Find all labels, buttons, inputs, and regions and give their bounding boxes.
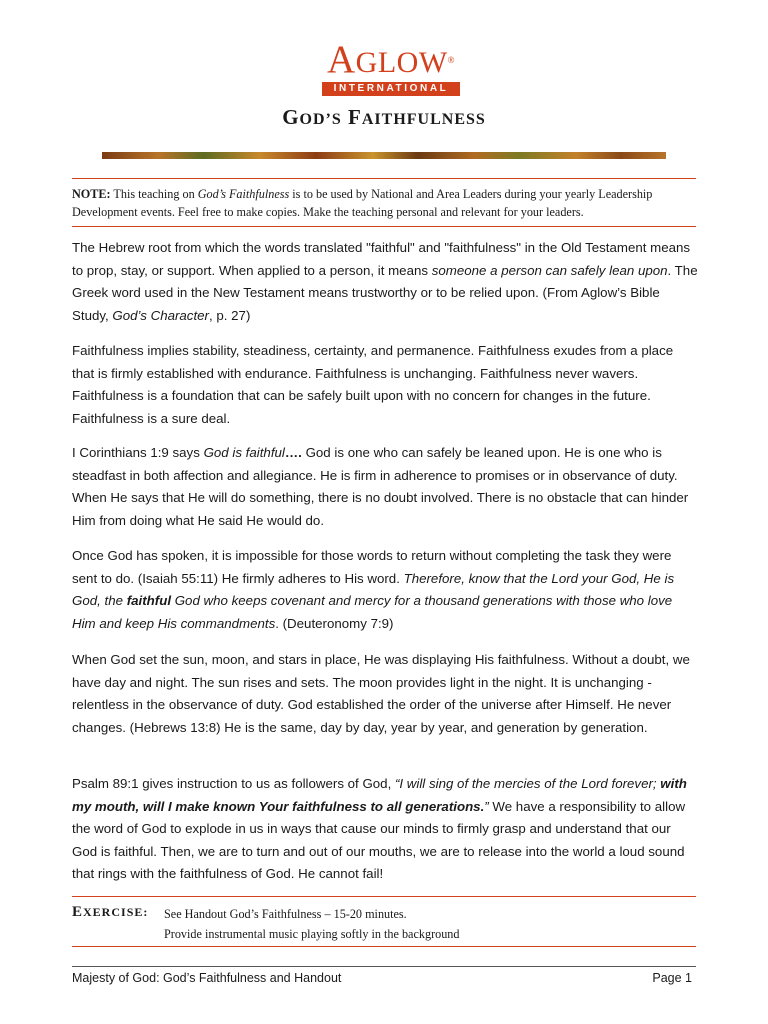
logo-subtitle-bar: INTERNATIONAL — [322, 82, 460, 96]
p1-text-1: The Hebrew root from which the words translated "faithful" and "faithfulness" in the Old Testament means to prop, stay, or support. When applied to a person, it means — [72, 240, 691, 278]
logo-wordmark — [320, 38, 462, 85]
title-small-s: ’S — [325, 111, 342, 128]
registered-mark: ® — [447, 55, 455, 65]
paragraph-once-god-has-spoken — [72, 545, 698, 635]
p4-bold-faithful: faithful — [126, 593, 172, 608]
logo-letters-glow: GLOW — [355, 46, 448, 79]
note-top-rule — [72, 178, 696, 179]
paragraph-sun-moon-stars — [72, 649, 698, 739]
note-text-italic: God’s Faithfulness — [197, 187, 290, 201]
paragraph-psalm — [72, 773, 698, 886]
p6-text-1: Psalm 89:1 gives instruction to us as followers of God, — [72, 776, 395, 791]
paragraph-hebrew-root — [72, 237, 698, 327]
exercise-cap-e: E — [72, 904, 84, 920]
p3-italic: God is faithful — [203, 445, 285, 460]
p3-ellipsis: …. — [284, 445, 302, 460]
exercise-bottom-rule — [72, 946, 696, 947]
p6-italic-1: “I will sing of the mercies of the Lord forever; — [394, 776, 661, 791]
p1-italic-1: someone a person can safely lean upon — [431, 262, 668, 278]
p3-text-1: I Corinthians 1:9 says — [72, 445, 204, 460]
exercise-small-caps: XERCISE: — [83, 905, 149, 919]
title-small-od: OD — [299, 111, 326, 128]
aglow-logo — [320, 38, 462, 96]
title-cap-f: F — [348, 105, 362, 129]
exercise-line-2: Provide instrumental music playing softly in the background — [164, 927, 460, 941]
paragraph-corinthians — [72, 442, 698, 532]
p3-text-2: God is one who can safely be leaned upon. He is one who is steadfast in both affection and allegiance. He is firm in adherence to promises or in observance of duty. When He says that He will do something, there is no doubt involved. There is no obstacle that can hinder Him from doing what He said He would do. — [72, 445, 689, 528]
note-label: NOTE: — [72, 187, 111, 201]
note-bottom-rule — [72, 226, 696, 227]
p1-text-2: . The Greek word used in the New Testament means trustworthy or to be relied upon. (From Aglow’s Bible Study, — [72, 262, 698, 323]
exercise-heading — [72, 904, 148, 921]
p2-text: Faithfulness implies stability, steadiness, certainty, and permanence. Faithfulness exudes from a place that is firmly established with endurance. Faithfulness is unchanging. Faithfulness never wavers. Faithfulness is a foundation that can be safely built upon with no concern for changes in the future. Faithfulness is a sure deal. — [72, 343, 674, 426]
exercise-line-1: See Handout God’s Faithfulness – 15-20 minutes. — [164, 907, 407, 921]
p1-italic-2: God’s Character — [112, 307, 209, 323]
decorative-ornament-bar — [102, 152, 666, 159]
footer-document-title: Majesty of God: God’s Faithfulness and Handout — [72, 971, 342, 985]
title-cap-g: G — [282, 105, 300, 129]
page-title — [0, 104, 768, 133]
footer-page-number: Page 1 — [652, 971, 692, 985]
p4-italic-1: Therefore, know that the Lord your God, He is God, the — [72, 570, 675, 608]
exercise-top-rule — [72, 896, 696, 897]
p4-text-2: . (Deuteronomy 7:9) — [275, 615, 394, 631]
p6-italic-quote: ” — [484, 798, 489, 814]
p4-text-1: Once God has spoken, it is impossible for those words to return without completing the task they were sent to do. (Isaiah 55:11) He firmly adheres to His word. — [72, 548, 672, 586]
p6-bold-italic: with my mouth, will I make known Your faithfulness to all generations. — [72, 776, 687, 814]
p4-italic-2: God who keeps covenant and mercy for a thousand generations with those who love Him and keep His commandments — [72, 593, 673, 631]
logo-letter-a: A — [327, 38, 356, 81]
note-text-2: is to be used by National and Area Leaders during your yearly Leadership Development events. Feel free to make copies. Make the teaching personal and relevant for your leaders. — [72, 187, 653, 219]
title-small-aithfulness: AITHFULNESS — [361, 111, 486, 128]
p1-text-3: , p. 27) — [208, 307, 251, 323]
note-box — [72, 185, 696, 221]
p5-text: When God set the sun, moon, and stars in place, He was displaying His faithfulness. Without a doubt, we have day and night. The sun rises and sets. The moon provides light in the night. It is unchanging - relentless in the observance of duty. God established the order of the universe after Himself. He never changes. (Hebrews 13:8) He is the same, day by day, year by year, and generation by generation. — [72, 652, 690, 735]
paragraph-faithfulness-implies — [72, 340, 698, 430]
note-text-1: This teaching on — [110, 187, 198, 201]
p6-text-2: We have a responsibility to allow the word of God to explode in us in ways that cause our minds to firmly grasp and understand that our God is faithful. Then, we are to turn and out of our mouths, we are to release into the world a loud sound that rings with the faithfulness of God. He cannot fail! — [72, 798, 686, 881]
footer-rule — [72, 966, 696, 967]
